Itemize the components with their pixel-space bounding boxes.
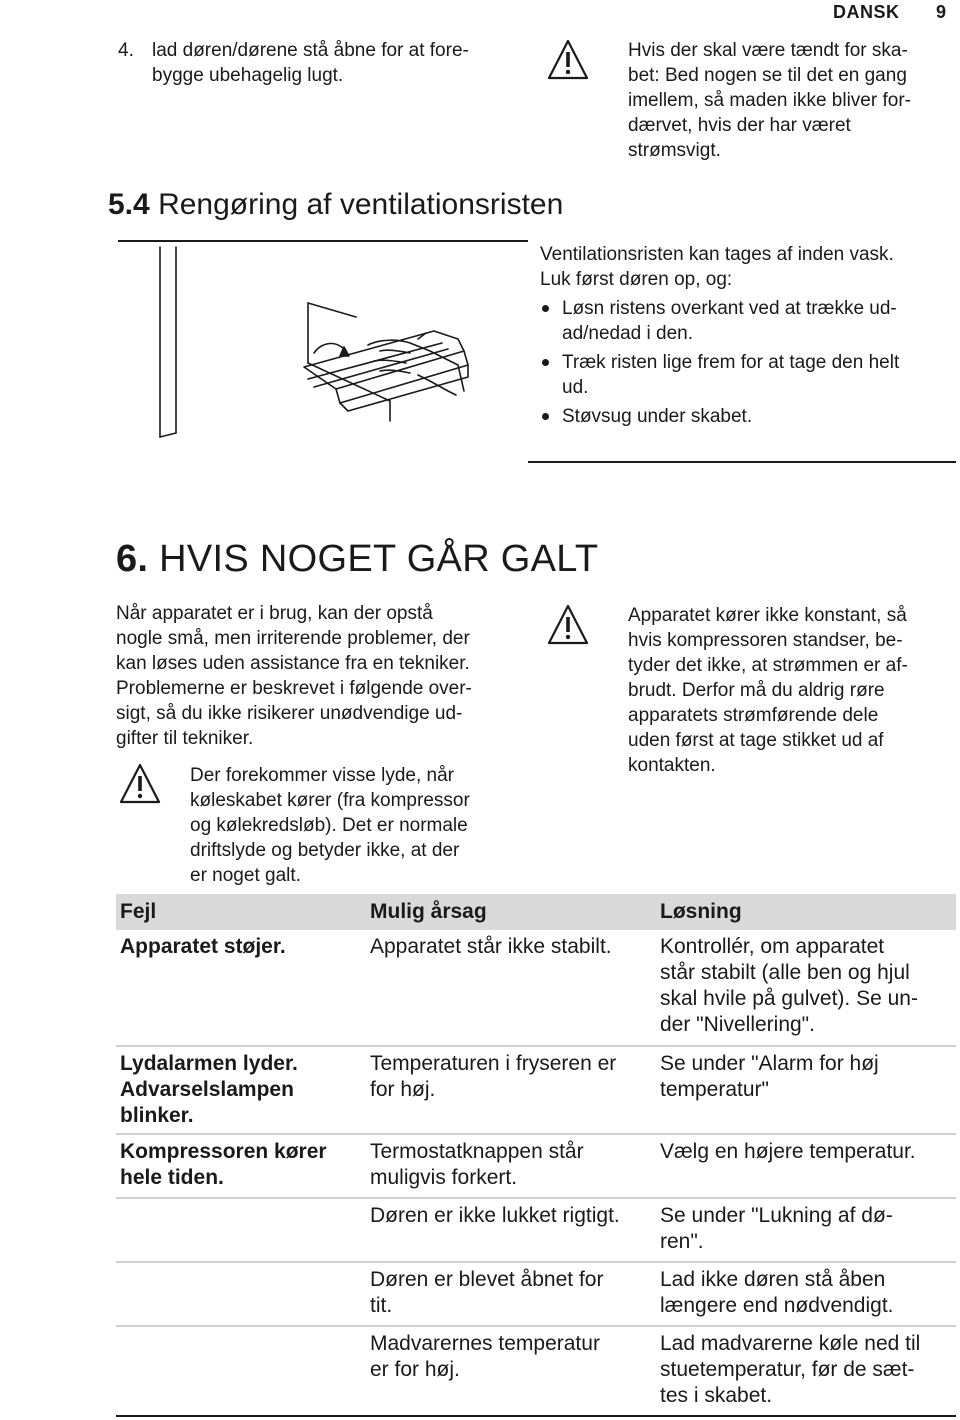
warning-text (190, 763, 520, 888)
table-row (116, 1263, 956, 1327)
text-line: Der forekommer visse lyde, når (190, 765, 454, 786)
text-line: skal hvile på gulvet). Se un- (660, 987, 918, 1010)
instruction-list (540, 296, 952, 433)
chapter-number: 6. (116, 538, 149, 580)
text-line: Hvis der skal være tændt for ska- (628, 40, 908, 61)
divider (118, 240, 528, 242)
cause-cell (370, 1331, 650, 1383)
text-line: lad døren/dørene stå åbne for at fore- (152, 40, 469, 61)
text-line: Advarselslampen (120, 1078, 294, 1101)
text-line: Problemerne er beskrevet i følgende over- (116, 678, 472, 699)
text-line: Apparatet støjer. (120, 935, 286, 958)
chapter-title: HVIS NOGET GÅR GALT (159, 538, 599, 580)
list-item (540, 296, 952, 346)
text-line: Lad ikke døren stå åben (660, 1268, 886, 1291)
text-line: for høj. (370, 1078, 436, 1101)
cause-cell (370, 934, 650, 960)
text-line: ad/nedad i den. (562, 323, 694, 344)
solution-cell (660, 1331, 950, 1409)
solution-cell (660, 1203, 950, 1255)
warning-icon (546, 38, 590, 82)
text-line: hvis kompressoren standser, be- (628, 630, 903, 651)
solution-cell (660, 1051, 950, 1103)
list-item (540, 404, 952, 429)
table-row (116, 1327, 956, 1417)
text-line: er for høj. (370, 1358, 460, 1381)
table-header-row (116, 894, 956, 930)
list-item (540, 350, 952, 400)
text-line: Træk risten lige frem for at tage den helt (562, 352, 900, 373)
text-line: bygge ubehagelig lugt. (152, 65, 344, 86)
text-line: Madvarernes temperatur (370, 1332, 600, 1355)
chapter-heading (116, 538, 598, 580)
text-line: og kølekredsløb). Det er normale (190, 815, 468, 836)
list-item-number: 4. (118, 40, 134, 61)
text-line: strømsvigt. (628, 140, 721, 161)
cause-cell (370, 1267, 650, 1319)
text-line: tyder det ikke, at strømmen er af- (628, 655, 908, 676)
text-line: køleskabet kører (fra kompressor (190, 790, 470, 811)
text-line: længere end nødvendigt. (660, 1294, 894, 1317)
text-line: Se under "Alarm for høj (660, 1052, 879, 1075)
text-line: sigt, så du ikke risikerer unødvendige ud- (116, 703, 463, 724)
section-title: Rengøring af ventilationsristen (158, 188, 564, 221)
column-header-solution: Løsning (660, 900, 742, 923)
text-line: ren". (660, 1230, 704, 1253)
text-line: tes i skabet. (660, 1384, 773, 1407)
text-line: uden først at tage stikket ud af (628, 730, 884, 751)
bullet-icon (542, 359, 549, 366)
text-line: blinker. (120, 1104, 194, 1127)
text-line: Støvsug under skabet. (562, 406, 753, 427)
section-number: 5.4 (108, 188, 150, 221)
text-line: Ventilationsristen kan tages af inden vask. (540, 244, 894, 265)
solution-cell (660, 1267, 950, 1319)
text-line: muligvis forkert. (370, 1166, 518, 1189)
intro-paragraph (116, 601, 526, 751)
text-line: ud. (562, 377, 589, 398)
cause-cell (370, 1139, 650, 1191)
text-line: Se under "Lukning af dø- (660, 1204, 893, 1227)
warning-text (628, 38, 948, 163)
fault-cell (120, 1139, 360, 1191)
text-line: Termostatknappen står (370, 1140, 584, 1163)
text-line: dærvet, hvis der har været (628, 115, 851, 136)
text-line: Løsn ristens overkant ved at trække ud- (562, 298, 897, 319)
solution-cell (660, 1139, 950, 1165)
fault-cell (120, 1051, 360, 1129)
text-line: Apparatet kører ikke konstant, så (628, 605, 907, 626)
column-header-fault: Fejl (120, 900, 157, 923)
text-line: Døren er ikke lukket rigtigt. (370, 1204, 620, 1227)
text-line: temperatur" (660, 1078, 769, 1101)
text-line: apparatets strømførende dele (628, 705, 879, 726)
bullet-icon (542, 413, 549, 420)
warning-text (628, 603, 953, 778)
bullet-icon (542, 305, 549, 312)
text-line: bet: Bed nogen se til det en gang (628, 65, 907, 86)
divider (528, 461, 956, 463)
text-line: Når apparatet er i brug, kan der opstå (116, 603, 433, 624)
text-line: der "Nivellering". (660, 1013, 815, 1036)
text-line: Lydalarmen lyder. (120, 1052, 298, 1075)
section-intro (540, 242, 950, 292)
text-line: kontakten. (628, 755, 716, 776)
text-line: imellem, så maden ikke bliver for- (628, 90, 911, 111)
text-line: Vælg en højere temperatur. (660, 1140, 916, 1163)
text-line: Apparatet står ikke stabilt. (370, 935, 612, 958)
text-line: Kompressoren kører (120, 1140, 327, 1163)
vent-grille-illustration (118, 243, 528, 461)
text-line: driftslyde og betyder ikke, at der (190, 840, 460, 861)
table-row (116, 1047, 956, 1135)
table-row (116, 930, 956, 1047)
text-line: Lad madvarerne køle ned til (660, 1332, 921, 1355)
text-line: står stabilt (alle ben og hjul (660, 961, 910, 984)
text-line: Kontrollér, om apparatet (660, 935, 885, 958)
page-number: 9 (936, 2, 947, 22)
warning-icon (118, 762, 162, 806)
table-row (116, 1199, 956, 1263)
page-header-section: DANSK (833, 2, 900, 22)
fault-cell (120, 934, 360, 960)
troubleshooting-table (116, 894, 956, 1417)
warning-icon (546, 603, 590, 647)
text-line: kan løses uden assistance fra en tekniker. (116, 653, 470, 674)
cause-cell (370, 1203, 650, 1229)
text-line: er noget galt. (190, 865, 301, 886)
text-line: gifter til tekniker. (116, 728, 254, 749)
text-line: tit. (370, 1294, 393, 1317)
text-line: Døren er blevet åbnet for (370, 1268, 604, 1291)
solution-cell (660, 934, 950, 1038)
text-line: stuetemperatur, før de sæt- (660, 1358, 915, 1381)
section-heading (108, 188, 563, 222)
list-item-text (152, 38, 522, 88)
text-line: nogle små, men irriterende problemer, der (116, 628, 470, 649)
cause-cell (370, 1051, 650, 1103)
table-row (116, 1135, 956, 1199)
text-line: Luk først døren op, og: (540, 269, 733, 290)
text-line: Temperaturen i fryseren er (370, 1052, 617, 1075)
text-line: brudt. Derfor må du aldrig røre (628, 680, 885, 701)
text-line: hele tiden. (120, 1166, 224, 1189)
column-header-cause: Mulig årsag (370, 900, 487, 923)
